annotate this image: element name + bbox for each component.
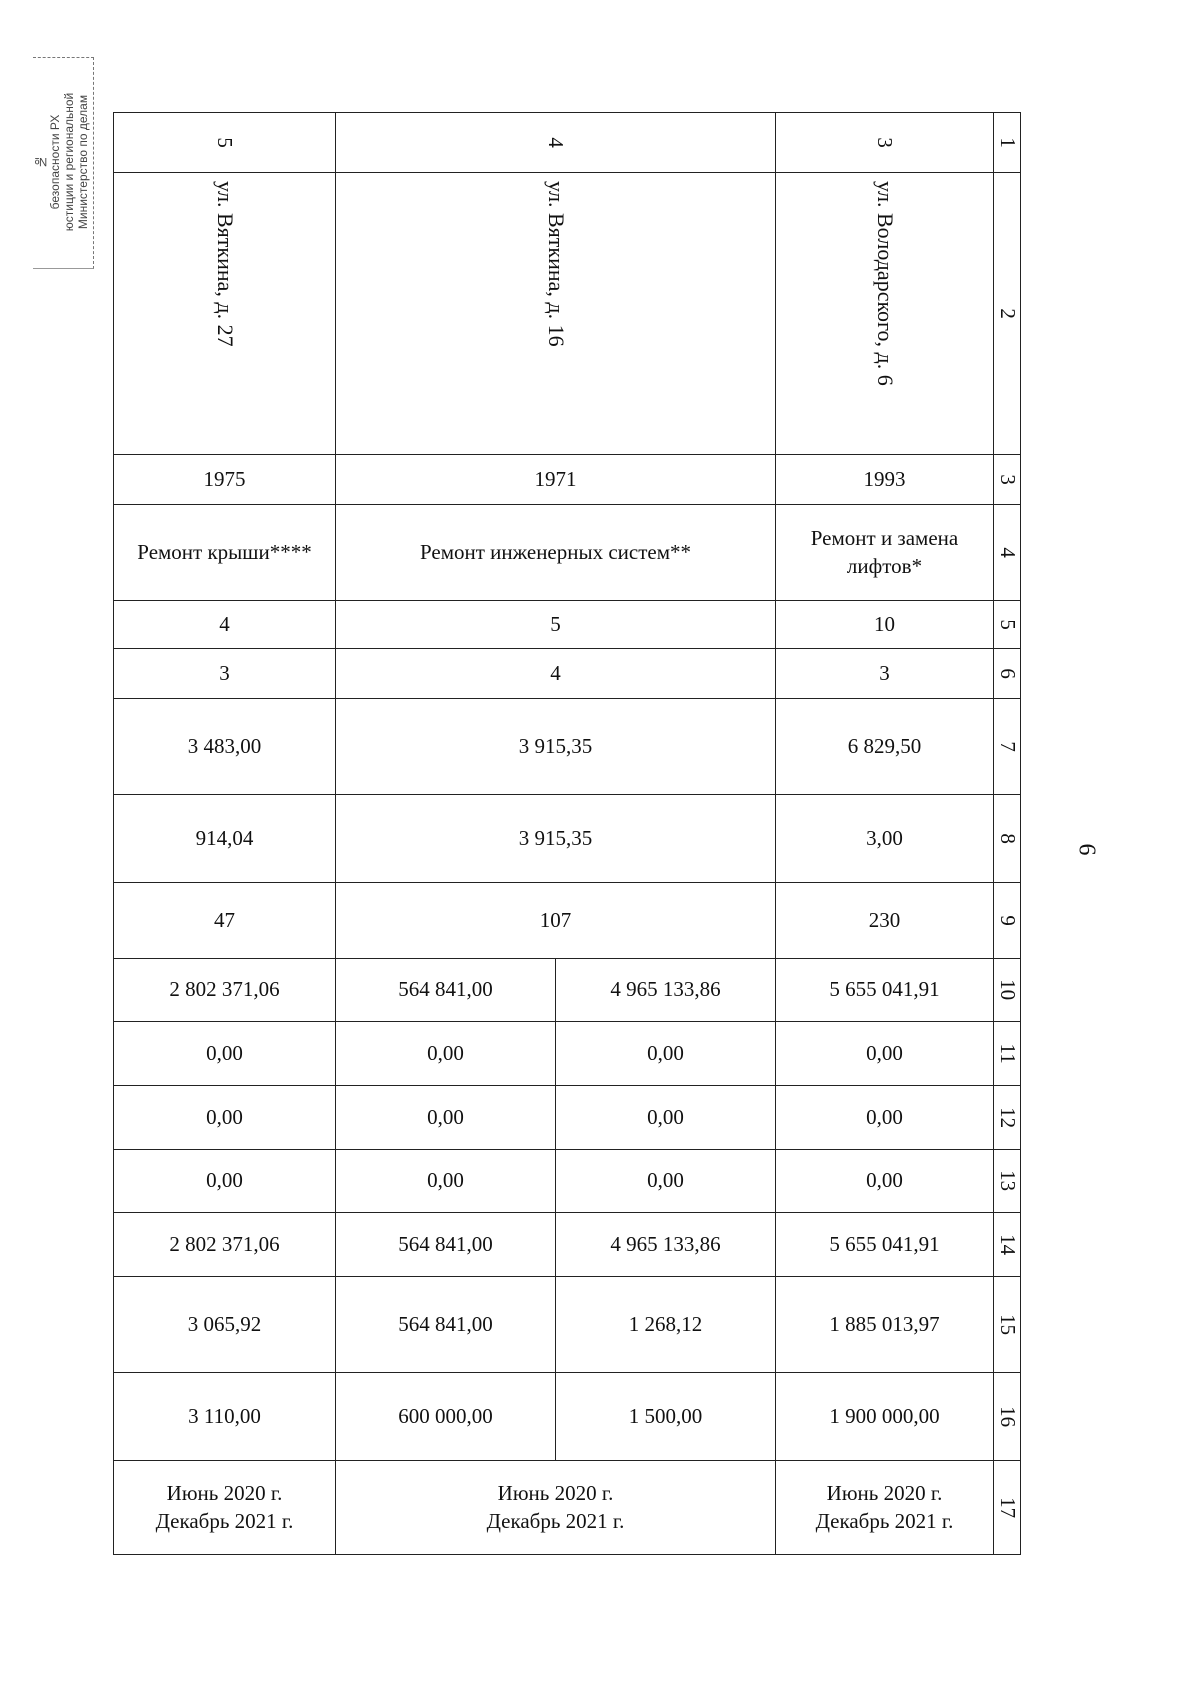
value-cell: 0,00: [556, 1150, 776, 1213]
work-type-cell: Ремонт крыши****: [114, 505, 336, 601]
value-cell: 564 841,00: [336, 1277, 556, 1373]
value-cell: 1 500,00: [556, 1373, 776, 1461]
stamp-line: безопасности РХ: [48, 114, 62, 210]
value-cell: 0,00: [336, 1150, 556, 1213]
year-cell: 1993: [776, 455, 994, 505]
period-end: Декабрь 2021 г.: [155, 1508, 294, 1533]
entry-number-3: 3: [776, 113, 994, 173]
cost-total-cell: 2 802 371,06: [114, 959, 336, 1022]
column-number-14: 14: [994, 1213, 1021, 1277]
entrances-cell: 4: [336, 649, 776, 699]
address-cell: ул. Вяткина, д. 27: [114, 173, 336, 455]
address-cell: ул. Володарского, д. 6: [776, 173, 994, 455]
cost-total-cell: 5 655 041,91: [776, 959, 994, 1022]
entrances-cell: 3: [114, 649, 336, 699]
repair-schedule-table: [113, 112, 1021, 1555]
address-cell: ул. Вяткина, д. 16: [336, 173, 776, 455]
period-end: Декабрь 2021 г.: [486, 1508, 625, 1533]
column-number-15: 15: [994, 1277, 1021, 1373]
column-number-6: 6: [994, 649, 1021, 699]
column-number-17: 17: [994, 1461, 1021, 1555]
column-number-4: 4: [994, 505, 1021, 601]
column-number-16: 16: [994, 1373, 1021, 1461]
value-cell: 1 900 000,00: [776, 1373, 994, 1461]
work-type-cell: Ремонт и замена лифтов*: [776, 505, 994, 601]
value-cell: 4 965 133,86: [556, 1213, 776, 1277]
column-number-8: 8: [994, 795, 1021, 883]
value-cell: 0,00: [114, 1086, 336, 1150]
residents-cell: 47: [114, 883, 336, 959]
value-cell: 600 000,00: [336, 1373, 556, 1461]
entrances-cell: 3: [776, 649, 994, 699]
residents-cell: 230: [776, 883, 994, 959]
value-cell: 0,00: [556, 1086, 776, 1150]
area-cell: 3 915,35: [336, 795, 776, 883]
value-cell: 1 885 013,97: [776, 1277, 994, 1373]
area-cell: 914,04: [114, 795, 336, 883]
column-number-11: 11: [994, 1022, 1021, 1086]
value-cell: 0,00: [776, 1150, 994, 1213]
value-cell: 0,00: [114, 1022, 336, 1086]
column-number-5: 5: [994, 601, 1021, 649]
column-number-12: 12: [994, 1086, 1021, 1150]
cost-total-cell: 564 841,00: [336, 959, 556, 1022]
year-cell: 1971: [336, 455, 776, 505]
year-cell: 1975: [114, 455, 336, 505]
column-number-7: 7: [994, 699, 1021, 795]
value-cell: 3 065,92: [114, 1277, 336, 1373]
stamp-line: №: [34, 155, 48, 169]
value-cell: 564 841,00: [336, 1213, 556, 1277]
value-cell: 0,00: [336, 1022, 556, 1086]
area-total-cell: 3 483,00: [114, 699, 336, 795]
stamp-line: юстиции и региональной: [62, 92, 76, 232]
column-number-3: 3: [994, 455, 1021, 505]
entry-number-5: 5: [114, 113, 336, 173]
residents-cell: 107: [336, 883, 776, 959]
floors-cell: 5: [336, 601, 776, 649]
column-number-1: 1: [994, 113, 1021, 173]
value-cell: 3 110,00: [114, 1373, 336, 1461]
value-cell: 5 655 041,91: [776, 1213, 994, 1277]
value-cell: 0,00: [336, 1086, 556, 1150]
floors-cell: 4: [114, 601, 336, 649]
area-total-cell: 6 829,50: [776, 699, 994, 795]
period-start: Июнь 2020 г.: [166, 1481, 283, 1506]
work-type-cell: Ремонт инженерных систем**: [336, 505, 776, 601]
area-total-cell: 3 915,35: [336, 699, 776, 795]
period-end: Декабрь 2021 г.: [815, 1508, 954, 1533]
registration-stamp: [33, 57, 94, 269]
entry-number-4: 4: [336, 113, 776, 173]
value-cell: 0,00: [776, 1086, 994, 1150]
value-cell: 0,00: [556, 1022, 776, 1086]
area-cell: 3,00: [776, 795, 994, 883]
cost-total-cell: 4 965 133,86: [556, 959, 776, 1022]
period-cell: [336, 1461, 776, 1555]
page-number: 6: [1073, 843, 1100, 856]
value-cell: 0,00: [776, 1022, 994, 1086]
column-number-9: 9: [994, 883, 1021, 959]
floors-cell: 10: [776, 601, 994, 649]
value-cell: 0,00: [114, 1150, 336, 1213]
value-cell: 1 268,12: [556, 1277, 776, 1373]
period-start: Июнь 2020 г.: [497, 1481, 614, 1506]
value-cell: 2 802 371,06: [114, 1213, 336, 1277]
column-number-10: 10: [994, 959, 1021, 1022]
period-cell: [776, 1461, 994, 1555]
period-cell: [114, 1461, 336, 1555]
period-start: Июнь 2020 г.: [826, 1481, 943, 1506]
column-number-2: 2: [994, 173, 1021, 455]
column-number-13: 13: [994, 1150, 1021, 1213]
stamp-line: Министерство по делам: [76, 94, 90, 230]
